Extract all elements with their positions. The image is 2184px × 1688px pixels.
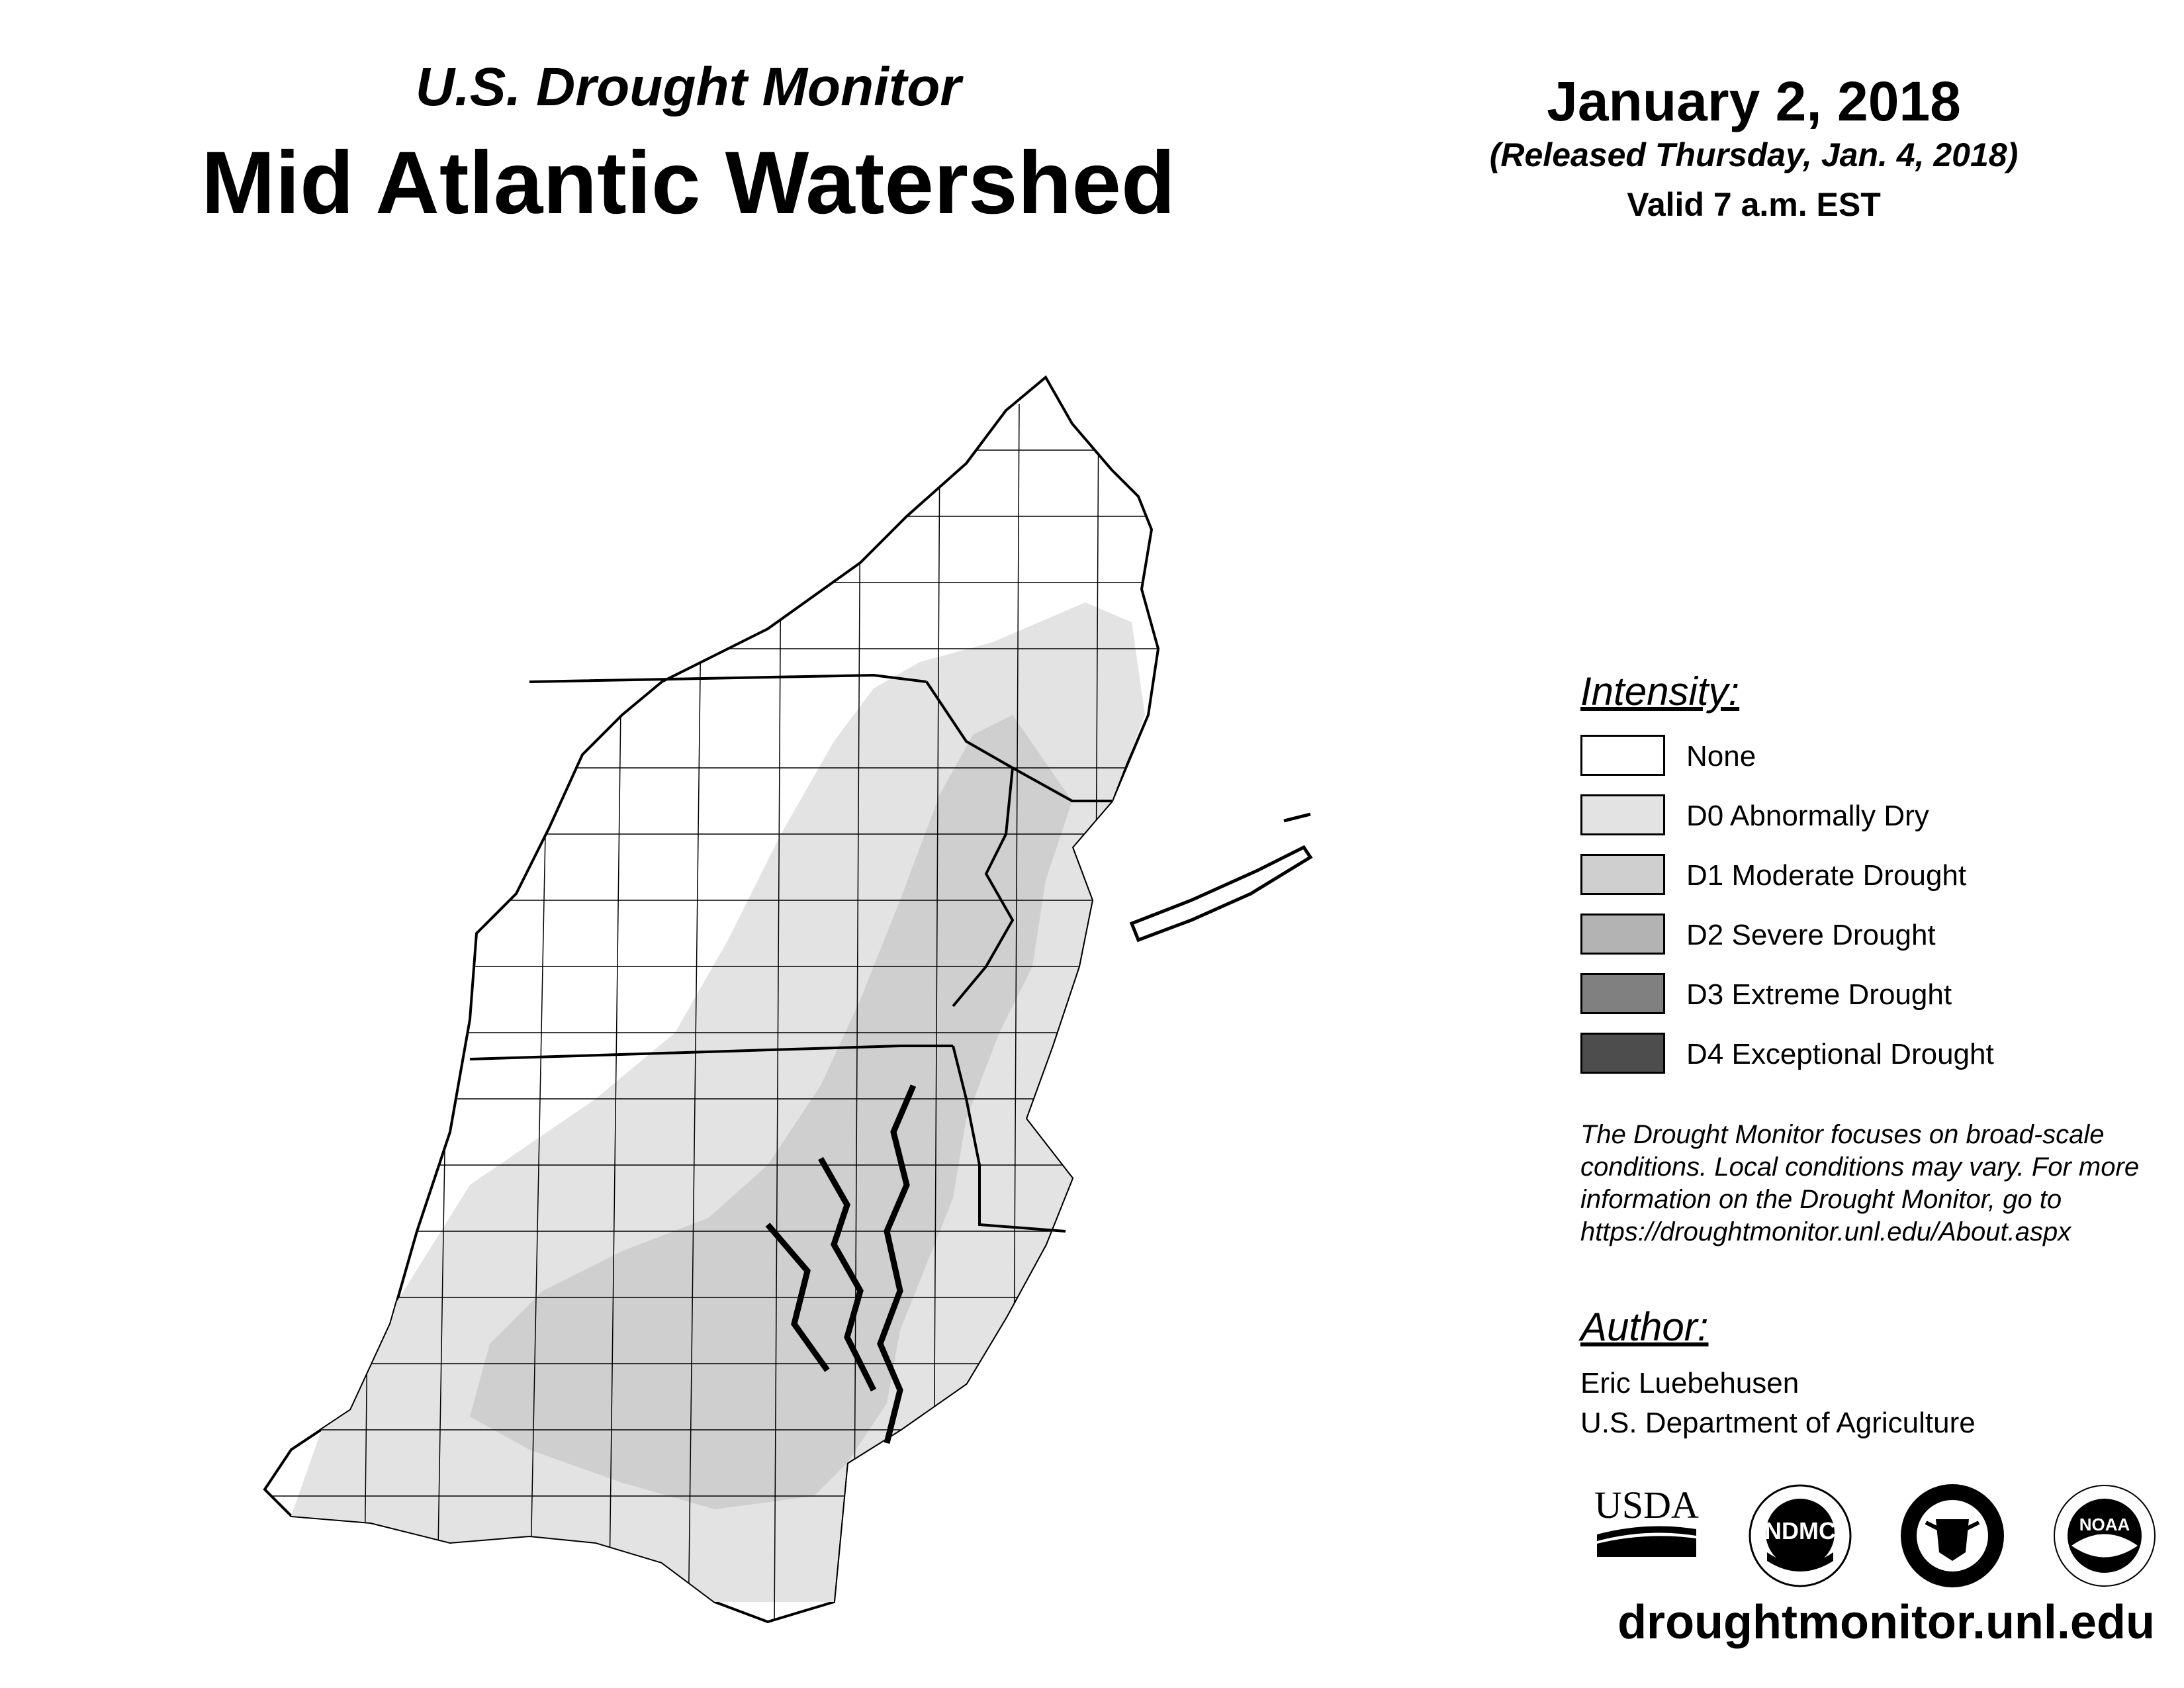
map-subtitle: U.S. Drought Monitor [415, 57, 962, 117]
legend-label: D3 Extreme Drought [1686, 978, 1952, 1011]
legend-swatch [1580, 854, 1665, 895]
usda-wave-icon [1594, 1483, 1700, 1562]
legend-label: D2 Severe Drought [1686, 919, 1936, 951]
ndmc-wordmark: NDMC [1764, 1517, 1836, 1544]
long-island-tip [1284, 814, 1310, 821]
ndmc-logo [1747, 1483, 1853, 1589]
noaa-wordmark: NOAA [2079, 1515, 2130, 1534]
noaa-seal-icon [2052, 1483, 2158, 1589]
legend-swatch [1580, 794, 1665, 835]
legend-label: D4 Exceptional Drought [1686, 1038, 1994, 1070]
author-organization: U.S. Department of Agriculture [1580, 1407, 1976, 1439]
legend-heading: Intensity: [1580, 669, 1740, 714]
commerce-seal-icon [1899, 1483, 2005, 1589]
long-island [1132, 847, 1310, 940]
author-heading: Author: [1580, 1305, 1709, 1349]
legend-swatch [1580, 914, 1665, 955]
legend-swatch [1580, 1033, 1665, 1074]
noaa-logo [2052, 1483, 2158, 1589]
usda-wordmark: USDA [1594, 1483, 1699, 1526]
legend-label: D1 Moderate Drought [1686, 859, 1967, 892]
legend-label: None [1686, 740, 1756, 773]
website-link[interactable]: droughtmonitor.unl.edu [1617, 1596, 2155, 1649]
legend-swatch [1580, 735, 1665, 776]
valid-time: Valid 7 a.m. EST [1627, 186, 1881, 223]
drought-map [251, 371, 1377, 1628]
commerce-logo [1899, 1483, 2005, 1589]
map-date: January 2, 2018 [1547, 70, 1961, 132]
legend-swatch [1580, 973, 1665, 1014]
release-date: (Released Thursday, Jan. 4, 2018) [1489, 136, 2019, 173]
drought-monitor-note: The Drought Monitor focuses on broad-scale conditions. Local conditions may vary. For more information on the Drought Monitor, go to https://droughtmonitor.unl.edu/About.aspx [1580, 1120, 2140, 1246]
usda-logo [1594, 1483, 1700, 1562]
author-name: Eric Luebehusen [1580, 1367, 1799, 1399]
legend-label: D0 Abnormally Dry [1686, 800, 1929, 832]
map-title: Mid Atlantic Watershed [201, 134, 1175, 232]
